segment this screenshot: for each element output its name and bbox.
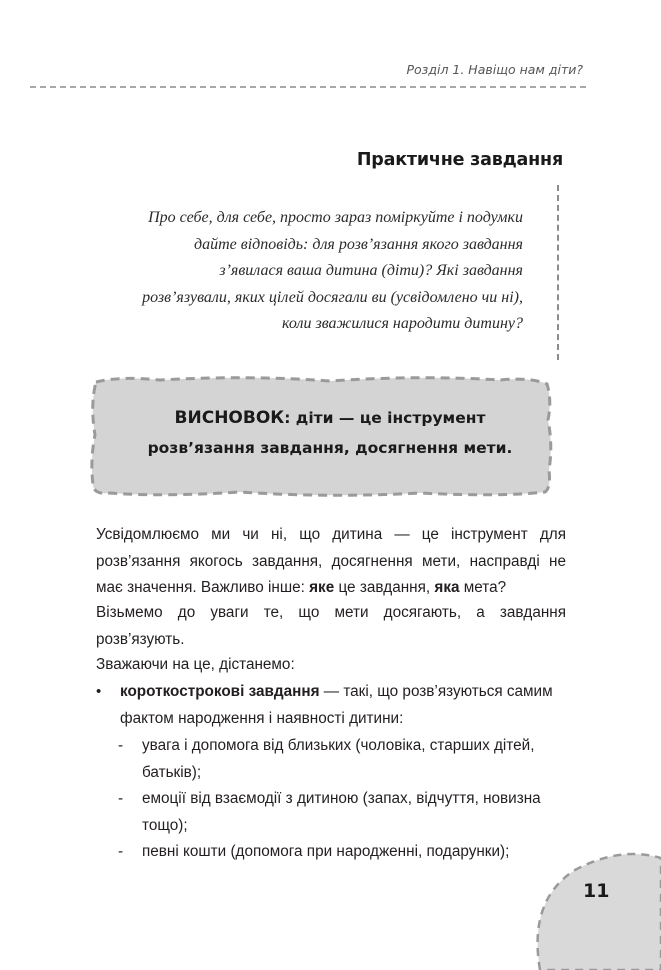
conclusion-line2: розв’язання завдання, досягнення мети.: [147, 439, 513, 457]
paragraph-1-part-c: це завдання,: [334, 579, 435, 596]
paragraph-1-bold-2: яка: [434, 579, 460, 596]
page-number-blob: [538, 854, 661, 970]
bullet-text: [120, 679, 566, 732]
bullet-rest: — такі, що розв’язуються самим фактом народження і наявності дитини:: [120, 683, 553, 727]
bullet-term: короткострокові завдання: [120, 683, 320, 700]
paragraph-1-part-a: Усвідомлюємо ми чи ні, що дитина — це інструмент для розв’язання якогось завдання, досягнення мети, насправді не має значення. Важливо інше:: [96, 526, 566, 596]
bullet-item: [96, 679, 566, 732]
conclusion-keyword: ВИСНОВОК: [174, 408, 285, 428]
running-head: Розділ 1. Навіщо нам діти?: [406, 62, 583, 77]
dash-mark: -: [118, 790, 124, 807]
dash-mark: -: [118, 843, 124, 860]
dash-item-text: увага і допомога від близьких (чоловіка, старших дітей, батьків);: [142, 737, 535, 781]
dash-item: [118, 733, 568, 786]
task-text: Про себе, для себе, просто зараз поміркуйте і подумки дайте відповідь: для розв’язання якого завдання з’явилася ваша дитина (діти)? Які завдання розв’язували, яких цілей досягали ви (усвідомлено чи ні), коли зважилися народити дитину?: [142, 209, 523, 332]
paragraph-1-bold-1: яке: [309, 579, 335, 596]
dash-item-text: певні кошти (допомога при народженні, подарунки);: [142, 843, 510, 860]
paragraph-1-part-d: мета?: [459, 579, 507, 596]
bullet-mark: •: [96, 683, 102, 700]
paragraph-1: [96, 522, 566, 602]
paragraph-2: Візьмемо до уваги те, що мети досягають, а завдання розв’язують.: [96, 604, 566, 648]
dash-item: [118, 839, 568, 866]
paragraph-3: Зважаючи на це, дістанемо:: [96, 656, 295, 673]
conclusion-text: [120, 403, 540, 463]
section-title: Практичне завдання: [356, 150, 563, 170]
page-number: 11: [583, 880, 610, 902]
conclusion-line1: : діти — це інструмент: [284, 409, 486, 427]
dash-mark: -: [118, 737, 124, 754]
dash-item-text: емоції від взаємодії з дитиною (запах, відчуття, новизна тощо);: [142, 790, 541, 834]
dash-item: [118, 786, 568, 839]
